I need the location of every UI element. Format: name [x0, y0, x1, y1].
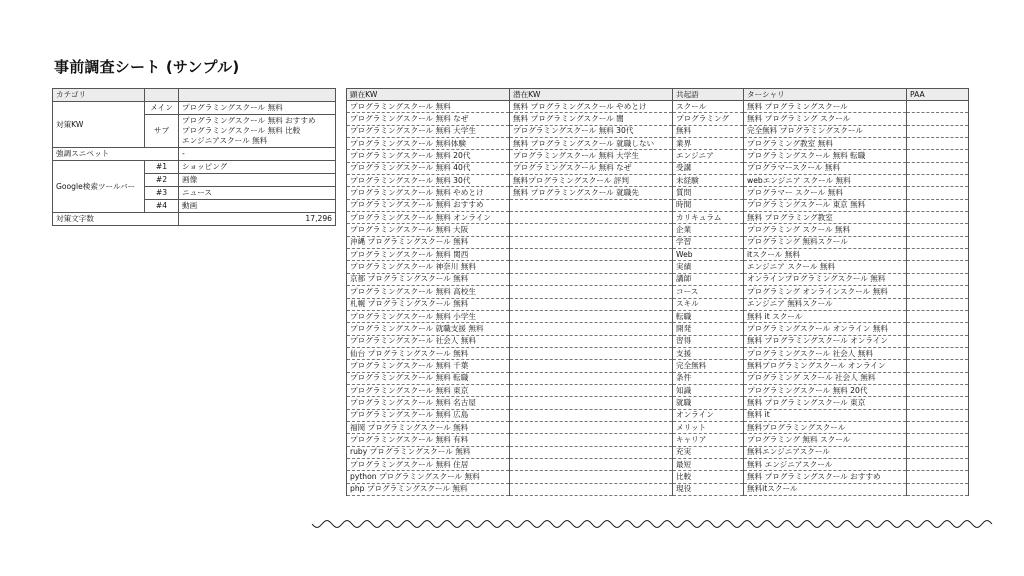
cooccurrence-cell: コース	[673, 286, 744, 298]
explicit-kw-cell: php プログラミングスクール 無料	[347, 483, 510, 495]
table-row	[347, 187, 969, 199]
table-row	[347, 162, 969, 174]
tertiary-cell: 無料 プログラミングスクール おすすめ	[744, 471, 907, 483]
paa-cell	[907, 199, 969, 211]
paa-cell	[907, 236, 969, 248]
cooccurrence-cell: 企業	[673, 224, 744, 236]
cooccurrence-cell: オンライン	[673, 409, 744, 421]
explicit-kw-cell: 京都 プログラミングスクール 無料	[347, 273, 510, 285]
cooccurrence-cell: 業界	[673, 138, 744, 150]
latent-kw-cell	[510, 286, 673, 298]
tertiary-cell: 無料 プログラミングスクール オンライン	[744, 335, 907, 347]
paa-cell	[907, 175, 969, 187]
paa-cell	[907, 162, 969, 174]
paa-cell	[907, 384, 969, 396]
tertiary-cell: 無料プログラミングスクール オンライン	[744, 360, 907, 372]
explicit-kw-cell: プログラミングスクール 無料 名古屋	[347, 397, 510, 409]
paa-cell	[907, 409, 969, 421]
paa-cell	[907, 113, 969, 125]
main-kw-row	[53, 102, 336, 115]
table-row	[347, 434, 969, 446]
cooccurrence-cell: 充実	[673, 446, 744, 458]
explicit-kw-cell: プログラミングスクール 社会人 無料	[347, 335, 510, 347]
latent-kw-cell	[510, 261, 673, 273]
table-row	[347, 483, 969, 495]
table-row	[347, 298, 969, 310]
explicit-kw-cell: プログラミングスクール 無料 高校生	[347, 286, 510, 298]
paa-cell	[907, 421, 969, 433]
latent-kw-cell	[510, 335, 673, 347]
cooccurrence-cell: 比較	[673, 471, 744, 483]
column-header-paa: PAA	[907, 89, 969, 101]
char-count-row	[53, 213, 336, 226]
paa-cell	[907, 434, 969, 446]
latent-kw-cell: 無料 プログラミングスクール 就職しない	[510, 138, 673, 150]
table-row	[347, 138, 969, 150]
toolbar-row	[53, 161, 336, 174]
latent-kw-cell	[510, 483, 673, 495]
toolbar-rank: #3	[145, 187, 179, 200]
toolbar-rank: #4	[145, 200, 179, 213]
main-label: メイン	[145, 102, 179, 115]
keyword-table	[346, 88, 969, 496]
latent-kw-cell	[510, 347, 673, 359]
paa-cell	[907, 286, 969, 298]
tertiary-cell: 無料 プログラミング スクール	[744, 113, 907, 125]
explicit-kw-cell: プログラミングスクール 無料 転職	[347, 372, 510, 384]
table-row	[347, 199, 969, 211]
latent-kw-cell: 無料プログラミングスクール 評判	[510, 175, 673, 187]
tertiary-cell: プログラマースクール 無料	[744, 162, 907, 174]
category-header: カテゴリ	[53, 89, 145, 102]
latent-kw-cell	[510, 421, 673, 433]
explicit-kw-cell: プログラミングスクール 無料 大学生	[347, 125, 510, 137]
column-header-explicit-kw: 顕在KW	[347, 89, 510, 101]
toolbar-rank: #2	[145, 174, 179, 187]
main-value: プログラミングスクール 無料	[179, 102, 336, 115]
latent-kw-cell	[510, 372, 673, 384]
sub-value: プログラミングスクール 無料 おすすめ	[182, 116, 316, 125]
snippet-label: 強調スニペット	[53, 148, 179, 161]
cooccurrence-cell: 転職	[673, 310, 744, 322]
explicit-kw-cell: プログラミングスクール 無料 なぜ	[347, 113, 510, 125]
paa-cell	[907, 335, 969, 347]
tertiary-cell: プログラミング オンラインスクール 無料	[744, 286, 907, 298]
explicit-kw-cell: 福岡 プログラミングスクール 無料	[347, 421, 510, 433]
target-kw-label: 対策KW	[53, 102, 145, 148]
table-row	[347, 212, 969, 224]
paa-cell	[907, 249, 969, 261]
tertiary-cell: プログラミングスクール オンライン 無料	[744, 323, 907, 335]
paa-cell	[907, 372, 969, 384]
table-row	[347, 323, 969, 335]
tertiary-cell: itスクール 無料	[744, 249, 907, 261]
explicit-kw-cell: プログラミングスクール 無料 オンライン	[347, 212, 510, 224]
cooccurrence-cell: エンジニア	[673, 150, 744, 162]
latent-kw-cell	[510, 212, 673, 224]
explicit-kw-cell: プログラミングスクール 無料 東京	[347, 384, 510, 396]
explicit-kw-cell: プログラミングスクール 無料 やめとけ	[347, 187, 510, 199]
table-row	[347, 113, 969, 125]
explicit-kw-cell: プログラミングスクール 無料体験	[347, 138, 510, 150]
table-row	[347, 372, 969, 384]
paa-cell	[907, 347, 969, 359]
latent-kw-cell	[510, 224, 673, 236]
cooccurrence-cell: 開発	[673, 323, 744, 335]
paa-cell	[907, 310, 969, 322]
cooccurrence-cell: 現役	[673, 483, 744, 495]
table-row	[347, 397, 969, 409]
column-header-latent-kw: 潜在KW	[510, 89, 673, 101]
paa-cell	[907, 360, 969, 372]
cooccurrence-cell: 完全無料	[673, 360, 744, 372]
tertiary-cell: プログラミング教室 無料	[744, 138, 907, 150]
table-row	[347, 310, 969, 322]
cooccurrence-cell: キャリア	[673, 434, 744, 446]
cooccurrence-cell: 無料	[673, 125, 744, 137]
tertiary-cell: エンジニア 無料スクール	[744, 298, 907, 310]
explicit-kw-cell: プログラミングスクール 無料 大阪	[347, 224, 510, 236]
explicit-kw-cell: 沖縄 プログラミングスクール 無料	[347, 236, 510, 248]
explicit-kw-cell: プログラミングスクール 無料 広島	[347, 409, 510, 421]
table-row	[347, 224, 969, 236]
tertiary-cell: プログラミングスクール 東京 無料	[744, 199, 907, 211]
explicit-kw-cell: プログラミングスクール 無料	[347, 101, 510, 113]
toolbar-rank: #1	[145, 161, 179, 174]
paa-cell	[907, 471, 969, 483]
explicit-kw-cell: ruby プログラミングスクール 無料	[347, 446, 510, 458]
table-row	[347, 249, 969, 261]
cooccurrence-cell: 質問	[673, 187, 744, 199]
table-row	[347, 101, 969, 113]
explicit-kw-cell: プログラミングスクール 就職支援 無料	[347, 323, 510, 335]
cooccurrence-cell: 受講	[673, 162, 744, 174]
latent-kw-cell	[510, 323, 673, 335]
table-row	[347, 360, 969, 372]
paa-cell	[907, 150, 969, 162]
table-row	[347, 335, 969, 347]
char-count-label: 対策文字数	[53, 213, 179, 226]
table-row	[347, 125, 969, 137]
explicit-kw-cell: プログラミングスクール 無料 千葉	[347, 360, 510, 372]
paa-cell	[907, 138, 969, 150]
sub-label: サブ	[145, 115, 179, 148]
tertiary-cell: プログラミングスクール 社会人 無料	[744, 347, 907, 359]
latent-kw-cell	[510, 360, 673, 372]
tertiary-cell: 無料 エンジニアスクール	[744, 458, 907, 470]
table-row	[347, 458, 969, 470]
tertiary-cell: 無料 it スクール	[744, 310, 907, 322]
toolbar-value: 動画	[179, 200, 336, 213]
explicit-kw-cell: プログラミングスクール 無料 40代	[347, 162, 510, 174]
tertiary-cell: プログラミングスクール 無料 転職	[744, 150, 907, 162]
latent-kw-cell	[510, 409, 673, 421]
cooccurrence-cell: プログラミング	[673, 113, 744, 125]
tertiary-cell: 無料 プログラミングスクール 東京	[744, 397, 907, 409]
latent-kw-cell	[510, 273, 673, 285]
cooccurrence-cell: 条件	[673, 372, 744, 384]
column-header-cooccurrence: 共起語	[673, 89, 744, 101]
paa-cell	[907, 446, 969, 458]
cooccurrence-cell: 学習	[673, 236, 744, 248]
sub-values	[179, 115, 336, 148]
tertiary-cell: プログラマー スクール 無料	[744, 187, 907, 199]
toolbar-value: 画像	[179, 174, 336, 187]
paa-cell	[907, 458, 969, 470]
explicit-kw-cell: 仙台 プログラミングスクール 無料	[347, 347, 510, 359]
table-row	[347, 236, 969, 248]
toolbar-value: ニュース	[179, 187, 336, 200]
toolbar-label: Google検索ツールバー	[53, 161, 145, 213]
tertiary-cell: 無料プログラミングスクール	[744, 421, 907, 433]
explicit-kw-cell: プログラミングスクール 無料 関西	[347, 249, 510, 261]
explicit-kw-cell: 札幌 プログラミングスクール 無料	[347, 298, 510, 310]
tertiary-cell: オンラインプログラミングスクール 無料	[744, 273, 907, 285]
explicit-kw-cell: プログラミングスクール 無料 30代	[347, 175, 510, 187]
table-row	[347, 150, 969, 162]
latent-kw-cell	[510, 298, 673, 310]
tertiary-cell: webエンジニア スクール 無料	[744, 175, 907, 187]
sub-value: エンジニアスクール 無料	[182, 136, 268, 145]
cooccurrence-cell: 未経験	[673, 175, 744, 187]
table-row	[347, 421, 969, 433]
paa-cell	[907, 397, 969, 409]
paa-cell	[907, 323, 969, 335]
latent-kw-cell	[510, 236, 673, 248]
cooccurrence-cell: スクール	[673, 101, 744, 113]
keyword-header-row	[347, 89, 969, 101]
sub-value: プログラミングスクール 無料 比較	[182, 126, 301, 135]
tertiary-cell: 完全無料 プログラミングスクール	[744, 125, 907, 137]
cooccurrence-cell: 講師	[673, 273, 744, 285]
explicit-kw-cell: プログラミングスクール 無料 有料	[347, 434, 510, 446]
paa-cell	[907, 261, 969, 273]
paa-cell	[907, 224, 969, 236]
paa-cell	[907, 101, 969, 113]
cooccurrence-cell: 知識	[673, 384, 744, 396]
cooccurrence-cell: スキル	[673, 298, 744, 310]
table-row	[347, 261, 969, 273]
latent-kw-cell	[510, 310, 673, 322]
tertiary-cell: 無料itスクール	[744, 483, 907, 495]
explicit-kw-cell: プログラミングスクール 無料 おすすめ	[347, 199, 510, 211]
snippet-value: -	[179, 148, 336, 161]
latent-kw-cell	[510, 458, 673, 470]
tertiary-cell: 無料 プログラミングスクール	[744, 101, 907, 113]
latent-kw-cell	[510, 199, 673, 211]
char-count-value: 17,296	[179, 213, 336, 226]
cooccurrence-cell: 支援	[673, 347, 744, 359]
latent-kw-cell	[510, 434, 673, 446]
cooccurrence-cell: カリキュラム	[673, 212, 744, 224]
table-row	[347, 347, 969, 359]
toolbar-value: ショッピング	[179, 161, 336, 174]
summary-table	[52, 88, 336, 226]
table-row	[347, 471, 969, 483]
paa-cell	[907, 298, 969, 310]
table-row	[347, 175, 969, 187]
cooccurrence-cell: 習得	[673, 335, 744, 347]
latent-kw-cell: プログラミングスクール 無料 大学生	[510, 150, 673, 162]
latent-kw-cell	[510, 446, 673, 458]
latent-kw-cell: 無料 プログラミングスクール 闇	[510, 113, 673, 125]
explicit-kw-cell: python プログラミングスクール 無料	[347, 471, 510, 483]
table-row	[347, 384, 969, 396]
page-title: 事前調査シート (サンプル)	[54, 58, 240, 76]
cooccurrence-cell: 実績	[673, 261, 744, 273]
explicit-kw-cell: プログラミングスクール 無料 住居	[347, 458, 510, 470]
table-row	[347, 286, 969, 298]
tertiary-cell: エンジニア スクール 無料	[744, 261, 907, 273]
latent-kw-cell: プログラミングスクール 無料 なぜ	[510, 162, 673, 174]
cooccurrence-cell: 時間	[673, 199, 744, 211]
table-row	[347, 273, 969, 285]
tertiary-cell: プログラミング 無料 スクール	[744, 434, 907, 446]
latent-kw-cell: プログラミングスクール 無料 30代	[510, 125, 673, 137]
latent-kw-cell	[510, 397, 673, 409]
table-row	[347, 409, 969, 421]
paa-cell	[907, 187, 969, 199]
tertiary-cell: プログラミングスクール 無料 20代	[744, 384, 907, 396]
explicit-kw-cell: プログラミングスクール 無料 20代	[347, 150, 510, 162]
cooccurrence-cell: 就職	[673, 397, 744, 409]
keyword-table-body	[347, 101, 969, 496]
summary-header-row	[53, 89, 336, 102]
explicit-kw-cell: プログラミングスクール 神奈川 無料	[347, 261, 510, 273]
latent-kw-cell	[510, 384, 673, 396]
tertiary-cell: プログラミング スクール 社会人 無料	[744, 372, 907, 384]
tertiary-cell: 無料 プログラミング教室	[744, 212, 907, 224]
tertiary-cell: プログラミング スクール 無料	[744, 224, 907, 236]
cooccurrence-cell: Web	[673, 249, 744, 261]
tertiary-cell: 無料 it	[744, 409, 907, 421]
paa-cell	[907, 483, 969, 495]
latent-kw-cell	[510, 249, 673, 261]
paa-cell	[907, 125, 969, 137]
table-row	[347, 446, 969, 458]
paa-cell	[907, 212, 969, 224]
latent-kw-cell: 無料 プログラミングスクール 就職先	[510, 187, 673, 199]
cooccurrence-cell: メリット	[673, 421, 744, 433]
paa-cell	[907, 273, 969, 285]
explicit-kw-cell: プログラミングスクール 無料 小学生	[347, 310, 510, 322]
latent-kw-cell: 無料 プログラミングスクール やめとけ	[510, 101, 673, 113]
tertiary-cell: プログラミング 無料スクール	[744, 236, 907, 248]
cooccurrence-cell: 最短	[673, 458, 744, 470]
snippet-row	[53, 148, 336, 161]
latent-kw-cell	[510, 471, 673, 483]
column-header-tertiary: ターシャリ	[744, 89, 907, 101]
tertiary-cell: 無料エンジニアスクール	[744, 446, 907, 458]
torn-edge-wave	[0, 509, 1024, 576]
